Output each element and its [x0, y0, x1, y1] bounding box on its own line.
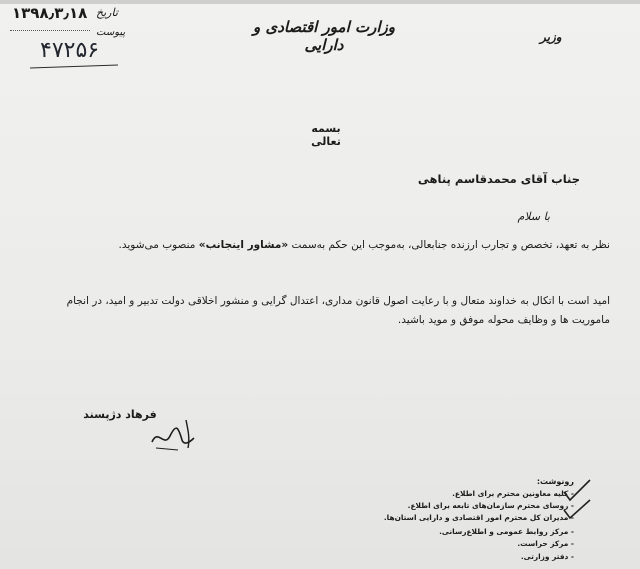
minister-label: وزیر — [540, 30, 562, 44]
cc-item: - مدیران کل محترم امور اقتصادی و دارایی استان‌ها. — [383, 513, 574, 522]
cc-item: - دفتر وزارتی. — [520, 552, 574, 561]
handwritten-signature — [148, 418, 200, 454]
ministry-name: وزارت امور اقتصادی و دارایی — [253, 18, 395, 54]
p1-text-post: منصوب می‌شوید. — [118, 239, 199, 251]
basmala: بسمه تعالی — [311, 122, 341, 148]
date-value: ۱۳۹۸٫۳٫۱۸ — [12, 4, 88, 22]
check-marks — [560, 478, 596, 524]
signer-name: فرهاد دژپسند — [83, 408, 157, 421]
p1-text-pre: نظر به تعهد، تخصص و تجارب ارزنده جنابعالی، به‌موجب این حکم به‌سمت — [288, 239, 610, 251]
cc-item: - کلیه معاونین محترم برای اطلاع. — [452, 489, 574, 498]
number-underline — [30, 64, 118, 68]
check-icon — [564, 480, 590, 500]
recipient: جناب آقای محمدقاسم پناهی — [417, 172, 580, 186]
cc-item: - مرکز حراست. — [517, 539, 574, 548]
date-underline — [10, 30, 90, 31]
cc-item: - مرکز روابط عمومی و اطلاع‌رسانی. — [439, 527, 574, 536]
cc-title: رونوشت: — [536, 477, 574, 486]
cc-item: - روسای محترم سازمان‌های تابعه برای اطلاع. — [407, 501, 574, 510]
body-paragraph-1 — [50, 236, 610, 255]
attachment-label: پیوست — [96, 27, 126, 38]
greeting: با سلام — [517, 210, 550, 223]
scan-edge — [0, 0, 640, 4]
p1-role: «مشاور اینجانب» — [198, 239, 289, 251]
letter-number: ۴۷۲۵۶ — [40, 38, 100, 63]
date-label: تاریخ — [96, 6, 118, 19]
body-paragraph-2: امید است با اتکال به خداوند متعال و با رعایت اصول قانون مداری، اعتدال گرایی و منشور اخلاقی دولت تدبیر و امید، در انجام ماموریت ها و وظایف محوله موفق و موید باشید. — [66, 295, 610, 326]
check-icon — [564, 500, 590, 518]
